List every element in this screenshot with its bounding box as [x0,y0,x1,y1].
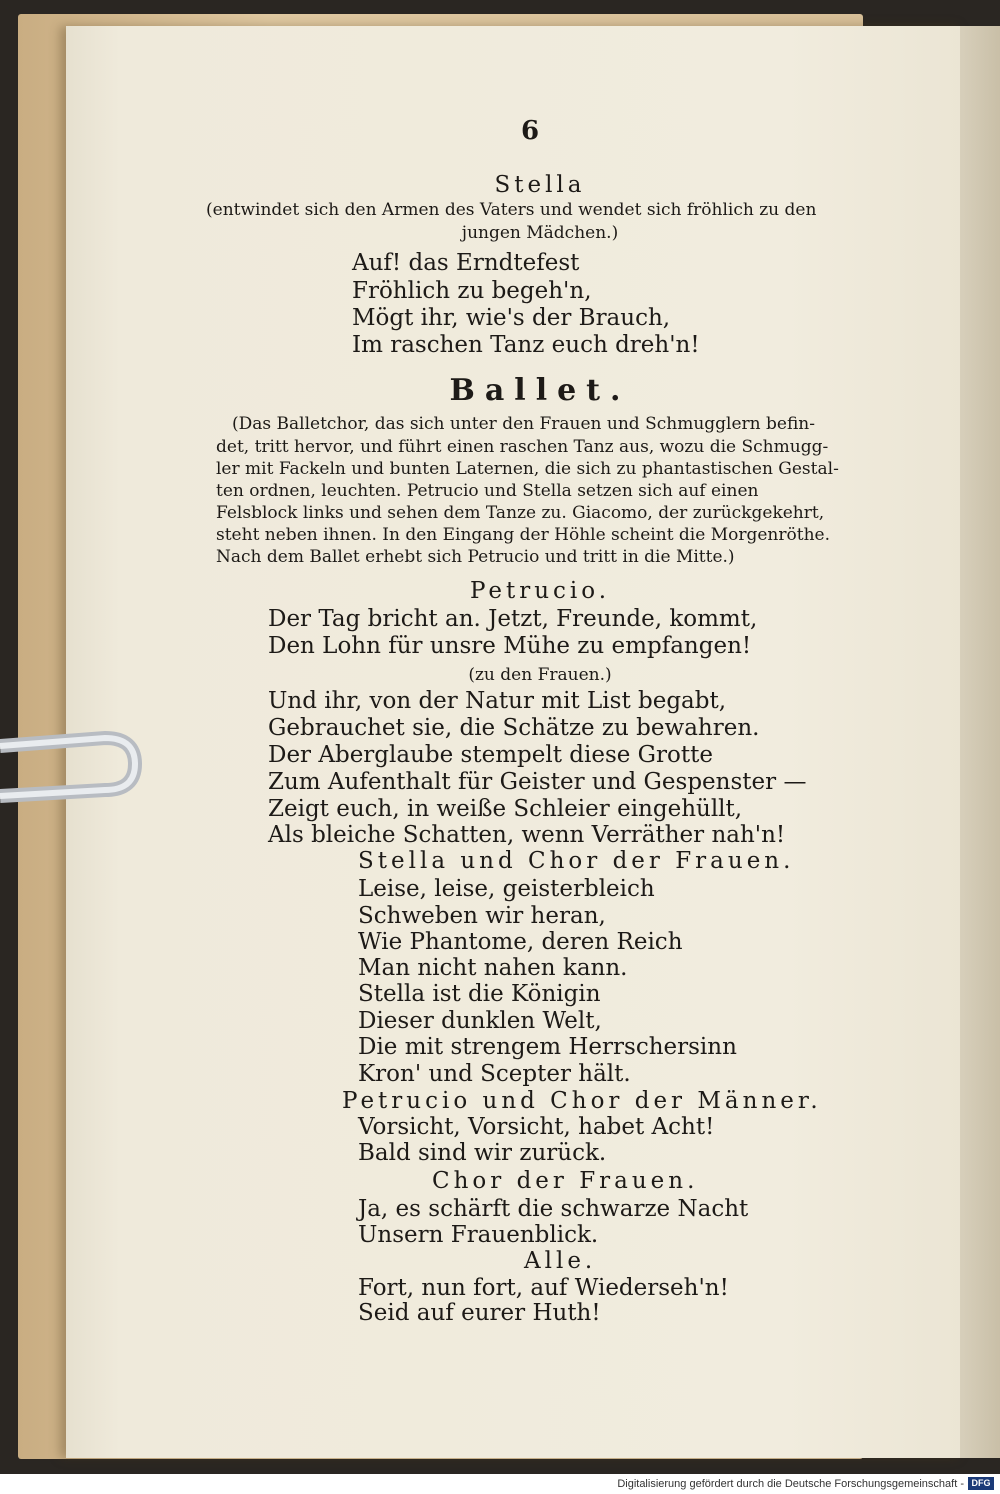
verse-line: Im raschen Tanz euch dreh'n! [352,332,700,358]
verse-line: Gebrauchet sie, die Schätze zu bewahren. [268,715,760,741]
verse-line: Als bleiche Schatten, wenn Verräther nah'n! [268,822,786,848]
speaker-alle: Alle. [524,1248,597,1274]
stage-direction-line: (zu den Frauen.) [468,665,612,685]
paper-clip-image [0,716,142,812]
section-heading: Ballet. [449,373,631,408]
stage-direction-line: Nach dem Ballet erhebt sich Petrucio und tritt in die Mitte.) [216,547,735,567]
verse-line: Bald sind wir zurück. [358,1140,607,1166]
verse-line: Ja, es schärft die schwarze Nacht [358,1196,749,1222]
verse-line: Die mit strengem Herrschersinn [358,1034,737,1060]
speaker-stella-chor: Stella und Chor der Frauen. [358,848,795,874]
speaker-petrucio: Petrucio. [469,578,611,604]
verse-line: Dieser dunklen Welt, [358,1008,602,1034]
speaker-petrucio-chor: Petrucio und Chor der Männer. [342,1088,822,1114]
verse-line: Den Lohn für unsre Mühe zu empfangen! [268,633,752,659]
stage-direction-line: steht neben ihnen. In den Eingang der Höhle scheint die Morgenröthe. [216,525,830,545]
stage-direction-line: det, tritt hervor, und führt einen raschen Tanz aus, wozu die Schmugg- [216,437,829,457]
verse-line: Der Tag bricht an. Jetzt, Freunde, kommt, [268,606,758,632]
page-number: 6 [520,116,540,146]
stage-direction-line: ler mit Fackeln und bunten Laternen, die sich zu phantastischen Gestal- [216,459,839,479]
verse-line: Unsern Frauenblick. [358,1222,599,1248]
stage-direction-line: (entwindet sich den Armen des Vaters und wendet sich fröhlich zu den [206,200,817,220]
digitization-footer [0,1474,1000,1494]
verse-line: Zeigt euch, in weiße Schleier eingehüllt, [268,796,743,822]
verse-line: Leise, leise, geisterbleich [358,876,655,902]
speaker-chor-frauen: Chor der Frauen. [432,1168,699,1194]
stage-direction-line: (Das Balletchor, das sich unter den Frauen und Schmugglern befin- [232,414,815,434]
verse-line: Wie Phantome, deren Reich [358,929,683,955]
stage-direction-line: ten ordnen, leuchten. Petrucio und Stella setzen sich auf einen [216,481,759,501]
verse-line: Seid auf eurer Huth! [358,1300,601,1326]
stage-direction-line: jungen Mädchen.) [461,223,619,243]
verse-line: Schweben wir heran, [358,903,606,929]
verse-line: Und ihr, von der Natur mit List begabt, [268,688,727,714]
verse-line: Vorsicht, Vorsicht, habet Acht! [358,1114,715,1140]
verse-line: Mögt ihr, wie's der Brauch, [352,305,671,331]
verse-line: Man nicht nahen kann. [358,955,628,981]
speaker-stella: Stella [494,172,586,198]
verse-line: Fröhlich zu begeh'n, [352,278,592,304]
verse-line: Kron' und Scepter hält. [358,1061,631,1087]
dfg-logo: DFG [968,1477,994,1490]
page-edge [960,26,1000,1458]
stage-direction-line: Felsblock links und sehen dem Tanze zu. Giacomo, der zurückgekehrt, [216,503,825,523]
verse-line: Auf! das Erndtefest [352,250,580,276]
funding-credit: Digitalisierung gefördert durch die Deutsche Forschungsgemeinschaft - [617,1478,964,1490]
verse-line: Zum Aufenthalt für Geister und Gespenster — [268,769,807,795]
verse-line: Fort, nun fort, auf Wiederseh'n! [358,1275,729,1301]
verse-line: Der Aberglaube stempelt diese Grotte [268,742,713,768]
verse-line: Stella ist die Königin [358,981,601,1007]
